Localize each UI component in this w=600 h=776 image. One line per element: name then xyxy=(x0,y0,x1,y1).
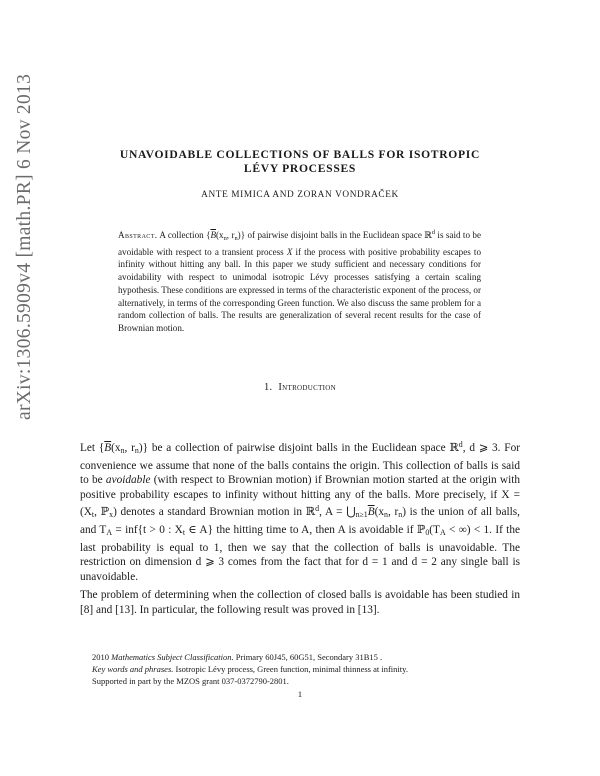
title-line-2: LÉVY PROCESSES xyxy=(243,162,357,175)
intro-paragraph-1: Let {$\overline{B}(x_n$, $r_n$)} be a collection of pairwise disjoint balls in the Euclidean space ℝ$^d$, d ⩾ 3. For convenience we assume that none of the balls contains the origin. This collection of balls is said to be avoidable (with respect to Brownian motion) if Brownian motion started at the origin with positive probability escapes to infinity without hitting any of the balls. More precisely, if $X = (X_t$, ℙ$_x$) denotes a standard Brownian motion in ℝ$^d$, $A = ⋃_{n\ge 1}\overline{B}(x_n$, $r_n$) is the union of all balls, and $T_A = inf\{t > 0$ : $X_t$ ∈ A} the hitting time to A, then A is avoidable if $ℙ_0(T_A$ < ∞) < 1. If the last probability is equal to 1, then we say that the collection of balls is unavoidable. The restriction on dimension d ⩾ 3 comes from the fact that for d = 1 and d = 2 any single ball is unavoidable. xyxy=(80,440,520,583)
footnote-funding: Supported in part by the MZOS grant 037-0372790-2801. xyxy=(92,675,289,686)
footnote-msc: 2010 Mathematics Subject Classification. Primary 60J45, 60G51, Secondary 31B15 . xyxy=(92,652,383,662)
abstract-text-2: } of pairwise disjoint balls in the Euclidean space ℝ xyxy=(240,230,432,240)
term-avoidable: avoidable xyxy=(105,474,151,487)
abstract: Abstract. A collection {$\overline{B}(x_n$, $r_n$)} of pairwise disjoint balls in the Euclidean space ℝ$^d$ is said to be avoidable with respect to a transient process X if the process with positive probability escapes to infinity without hitting any ball. In this paper we study sufficient and necessary conditions for avoidability with respect to unimodal isotropic Lévy processes satisfying a certain scaling hypothesis. These conditions are expressed in terms of the characteristic exponent of the process, or alternatively, in terms of the corresponding Green function. We also discuss the same problem for a random collection of balls. The results are generalization of several recent results for the case of Brownian motion. xyxy=(118,229,481,333)
intro-paragraph-2: The problem of determining when the collection of closed balls is avoidable has been studied in [8] and [13]. In particular, the following result was proved in [13]. xyxy=(80,589,520,616)
abstract-text-4: if the process with positive probability escapes to infinity without hitting any ball. In this paper we study sufficient and necessary conditions for avoidability with respect to unimodal isotropic Lévy processes satisfying a certain scaling hypothesis. These conditions are expressed in terms of the characteristic exponent of the process, or alternatively, in terms of the corresponding Green function. We also discuss the same problem for a random collection of balls. The results are generalization of several recent results for the case of Brownian motion. xyxy=(118,246,481,333)
abstract-text-1: A collection { xyxy=(159,230,211,240)
title-line-1: UNAVOIDABLE COLLECTIONS OF BALLS FOR ISOTROPIC xyxy=(119,148,481,161)
abstract-label: Abstract. xyxy=(118,230,158,240)
paper-title xyxy=(80,148,520,176)
authors: ANTE MIMICA AND ZORAN VONDRAČEK xyxy=(201,190,399,200)
footnote-keywords: Key words and phrases. Isotropic Lévy process, Green function, minimal thinness at infinity. xyxy=(92,663,408,674)
page-number: 1 xyxy=(297,689,303,699)
arxiv-identifier: arXiv:1306.5909v4 [math.PR] 6 Nov 2013 xyxy=(14,73,35,420)
footnotes xyxy=(92,652,512,687)
section-heading: 1. Introduction xyxy=(264,382,336,393)
ball-symbol: $\overline{B}$ xyxy=(210,230,217,240)
abstract-text-3: is said to be avoidable with respect to a transient process xyxy=(118,230,481,257)
